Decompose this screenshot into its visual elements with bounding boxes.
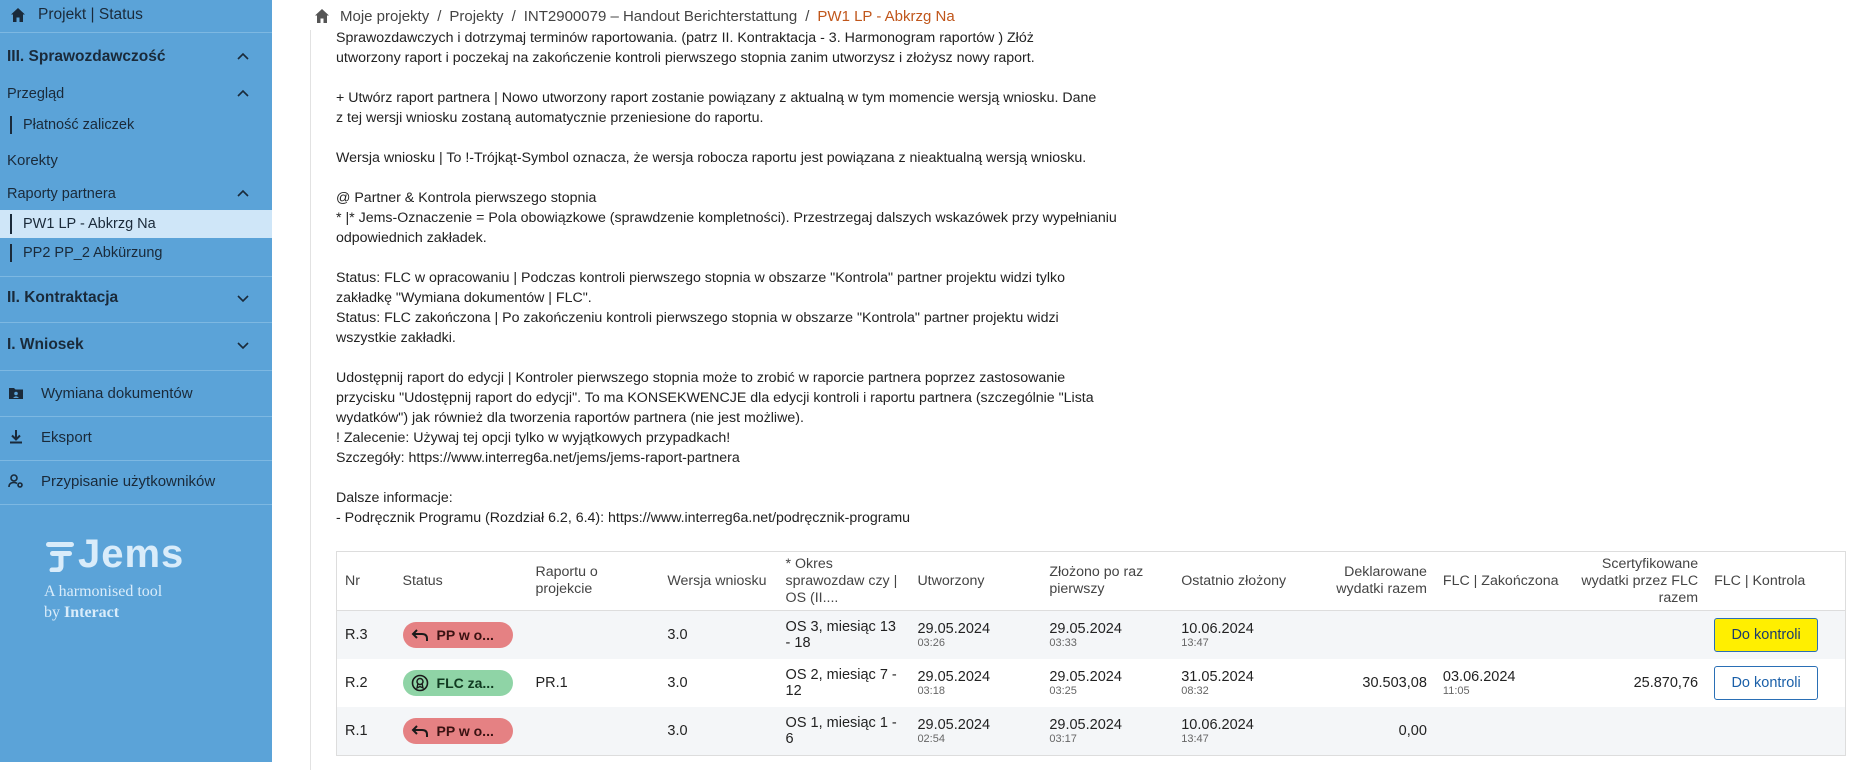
project-status-link[interactable]: [10, 2, 272, 28]
info-line: wydatków") jak również dla tworzenia raportów partnera (nie jest możliwe).: [336, 410, 804, 426]
col-header-nr[interactable]: Nr: [337, 552, 395, 611]
cell-last-time: 13:47: [1181, 733, 1209, 745]
col-header-certified[interactable]: Scertyfikowane wydatki przez FLC razem: [1572, 552, 1706, 611]
info-line: zakładkę "Wymiana dokumentów | FLC".: [336, 290, 592, 306]
cell-action-empty: [1706, 707, 1845, 756]
advance-payment-label: Płatność zaliczek: [23, 117, 135, 133]
contracting-label: II. Kontraktacja: [7, 289, 119, 306]
cell-nr: R.1: [337, 707, 395, 756]
sidebar-item-advance-payment[interactable]: [0, 112, 272, 138]
corrections-label: Korekty: [7, 151, 58, 169]
home-icon[interactable]: [314, 8, 330, 24]
chevron-up-icon: [236, 187, 250, 201]
info-line: Udostępnij raport do edycji | Kontroler pierwszego stopnia może to zrobić w raporcie partnera poprzez zastosowanie: [336, 370, 1066, 386]
cell-first-date: 29.05.2024: [1049, 621, 1122, 637]
cell-flc-time: 11:05: [1442, 685, 1470, 697]
cell-last-date: 31.05.2024: [1181, 669, 1254, 685]
col-header-version[interactable]: Wersja wniosku: [659, 552, 777, 611]
project-status-label: Projekt | Status: [38, 6, 143, 23]
cell-period: OS 1, miesiąc 1 - 6: [778, 707, 910, 756]
breadcrumb-separator: /: [805, 7, 810, 25]
home-icon: [10, 7, 26, 23]
col-header-flc-control: FLC | Kontrola: [1706, 552, 1845, 611]
user-assignment-label: Przypisanie użytkowników: [41, 472, 216, 490]
status-badge: [403, 718, 513, 744]
jems-logo-word: Jems: [78, 532, 185, 576]
partner-reports-label: Raporty partnera: [7, 186, 116, 202]
section-reporting-label: III. Sprawozdawczość: [7, 48, 166, 65]
section-reporting[interactable]: [7, 44, 272, 70]
col-header-created[interactable]: Utworzony: [909, 552, 1041, 611]
cell-certified: [1572, 611, 1706, 660]
cell-declared: 0,00: [1300, 707, 1435, 756]
jems-logo-icon: [44, 538, 78, 572]
cell-created-date: 29.05.2024: [917, 717, 991, 733]
info-line: - Podręcznik Programu (Rozdział 6.2, 6.4): https://www.interreg6a.net/podręcznik-programu: [336, 510, 911, 526]
info-line: odpowiednich zakładek.: [336, 230, 487, 246]
cell-created-date: 29.05.2024: [917, 669, 991, 685]
info-line: Sprawozdawczych i dotrzymaj terminów raportowania. (patrz II. Kontraktacja - 3. Harmonogram raportów ) Złóż: [336, 30, 1034, 46]
breadcrumb: [314, 4, 955, 28]
breadcrumb-my-projects[interactable]: Moje projekty: [340, 7, 430, 25]
cell-last-time: 13:47: [1181, 637, 1209, 649]
info-line: + Utwórz raport partnera | Nowo utworzony raport zostanie powiązany z aktualną w tym momencie wersją wniosku. Dane: [336, 90, 1097, 106]
jems-logo-tagline-1: A harmonised tool: [44, 583, 163, 600]
cell-first-time: 03:25: [1049, 685, 1077, 697]
info-line: przycisku "Udostępnij raport do edycji". To ma KONSEKWENCJE dla edycji kontroli i raportu partnera (szczególnie "Lista: [336, 390, 1094, 406]
cell-first-date: 29.05.2024: [1049, 669, 1122, 685]
sidebar-item-document-exchange[interactable]: [8, 380, 272, 406]
info-line: Status: FLC w opracowaniu | Podczas kontroli pierwszego stopnia w obszarze "Kontrola" partner projektu widzi tylko: [336, 270, 1065, 286]
subsection-partner-reports[interactable]: [7, 182, 272, 206]
col-header-status[interactable]: Status: [395, 552, 528, 611]
status-label: PP w o...: [436, 627, 494, 643]
report-pp2-label: PP2 PP_2 Abkürzung: [23, 245, 163, 261]
cell-report: [527, 611, 659, 660]
chevron-down-icon: [236, 291, 250, 305]
breadcrumb-projects[interactable]: Projekty: [449, 7, 504, 25]
cell-period: OS 3, miesiąc 13 - 18: [778, 611, 910, 660]
application-label: I. Wniosek: [7, 336, 84, 353]
cell-nr: R.2: [345, 675, 368, 691]
cell-last-time: 08:32: [1181, 685, 1209, 697]
sidebar-item-export[interactable]: [8, 424, 272, 450]
breadcrumb-current: PW1 LP - Abkrzg Na: [817, 7, 955, 25]
status-label: FLC za...: [436, 675, 495, 691]
download-icon: [8, 429, 24, 445]
cell-declared: [1300, 611, 1435, 660]
cell-flc-date: 03.06.2024: [1442, 669, 1516, 685]
cell-last-date: 10.06.2024: [1181, 717, 1254, 733]
info-line: Dalsze informacje:: [336, 490, 453, 506]
user-gear-icon: [8, 473, 24, 489]
cell-report: [527, 707, 659, 756]
partner-reports-table: [336, 551, 1846, 756]
col-header-report[interactable]: Raportu o projekcie: [527, 552, 659, 611]
status-badge: [403, 622, 513, 648]
breadcrumb-separator: /: [511, 7, 516, 25]
col-header-period[interactable]: * Okres sprawozdaw czy | OS (II....: [778, 552, 910, 611]
cell-period: OS 2, miesiąc 7 - 12: [785, 667, 897, 699]
col-header-submitted-first[interactable]: Złożono po raz pierwszy: [1041, 552, 1173, 611]
undo-icon: [411, 722, 429, 740]
cell-version: 3.0: [659, 611, 777, 660]
info-line: @ Partner & Kontrola pierwszego stopnia: [336, 190, 597, 206]
status-badge: [403, 670, 513, 696]
table-row[interactable]: [337, 659, 1846, 707]
to-control-button[interactable]: Do kontroli: [1714, 666, 1818, 700]
subsection-overview[interactable]: [7, 82, 272, 106]
sidebar: [0, 0, 272, 762]
overview-label: Przegląd: [7, 86, 65, 102]
table-row[interactable]: [337, 611, 1846, 660]
status-label: PP w o...: [436, 723, 494, 739]
info-text: [336, 28, 1216, 528]
info-line: z tej wersji wniosku zostaną automatycznie przeniesione do raportu.: [336, 110, 764, 126]
cell-last-date: 10.06.2024: [1181, 621, 1254, 637]
sidebar-item-user-assignment[interactable]: [8, 468, 272, 494]
to-control-button[interactable]: Do kontroli: [1714, 618, 1818, 652]
sidebar-item-corrections[interactable]: [7, 148, 272, 172]
col-header-last-submitted[interactable]: Ostatnio złożony: [1173, 552, 1300, 611]
section-application[interactable]: [7, 331, 272, 359]
info-line: wszystkie zakładki.: [336, 330, 456, 346]
chevron-up-icon: [236, 87, 250, 101]
chevron-up-icon: [236, 50, 250, 64]
chevron-down-icon: [236, 338, 250, 352]
cell-version: 3.0: [659, 707, 777, 756]
award-icon: [411, 674, 429, 692]
cell-declared: 30.503,08: [1362, 675, 1427, 691]
cell-certified: [1572, 707, 1706, 756]
main-content: [272, 0, 1858, 762]
cell-created-date: 29.05.2024: [917, 621, 991, 637]
breadcrumb-separator: /: [437, 7, 442, 25]
info-line: Wersja wniosku | To !-Trójkąt-Symbol oznacza, że wersja robocza raportu jest powiązana z nieaktualną wersją wniosku.: [336, 150, 1087, 166]
cell-nr: R.3: [337, 611, 395, 660]
breadcrumb-project[interactable]: INT2900079 – Handout Berichterstattung: [523, 7, 798, 25]
sidebar-item-report-pp2[interactable]: [0, 240, 272, 266]
cell-created-time: 03:18: [917, 685, 945, 697]
info-line: utworzony raport i poczekaj na zakończenie kontroli pierwszego stopnia zanim utworzysz i złożysz nowy raport.: [336, 50, 1035, 66]
cell-version: 3.0: [667, 675, 688, 691]
cell-created-time: 03:26: [917, 637, 945, 649]
jems-logo-tagline-prefix: by: [44, 604, 64, 621]
col-header-declared[interactable]: Deklarowane wydatki razem: [1300, 552, 1435, 611]
document-exchange-label: Wymiana dokumentów: [41, 384, 193, 402]
cell-certified: 25.870,76: [1633, 675, 1699, 691]
info-line: Status: FLC zakończona | Po zakończeniu kontroli pierwszego stopnia w obszarze "Kontrola" partner projektu widzi: [336, 310, 1059, 326]
cell-first-time: 03:33: [1049, 637, 1077, 649]
undo-icon: [411, 626, 429, 644]
info-line: * |* Jems-Oznaczenie = Pola obowiązkowe (sprawdzenie kompletności). Przestrzegaj dalszych wskazówek przy wypełnianiu: [336, 210, 1117, 226]
folder-user-icon: [8, 385, 24, 401]
jems-logo: [44, 532, 184, 623]
col-header-flc-done[interactable]: FLC | Zakończona: [1435, 552, 1572, 611]
cell-first-time: 03:17: [1049, 733, 1077, 745]
sidebar-item-report-pw1[interactable]: [0, 210, 272, 238]
table-row[interactable]: [337, 707, 1846, 756]
report-pw1-label: PW1 LP - Abkrzg Na: [23, 216, 156, 232]
section-contracting[interactable]: [7, 284, 272, 312]
cell-report: PR.1: [535, 675, 568, 691]
export-label: Eksport: [41, 428, 92, 446]
jems-logo-brand: Interact: [64, 604, 120, 621]
info-line: Szczegóły: https://www.interreg6a.net/jems/jems-raport-partnera: [336, 450, 740, 466]
info-line: ! Zalecenie: Używaj tej opcji tylko w wyjątkowych przypadkach!: [336, 430, 731, 446]
cell-first-date: 29.05.2024: [1049, 717, 1122, 733]
cell-created-time: 02:54: [917, 733, 945, 745]
